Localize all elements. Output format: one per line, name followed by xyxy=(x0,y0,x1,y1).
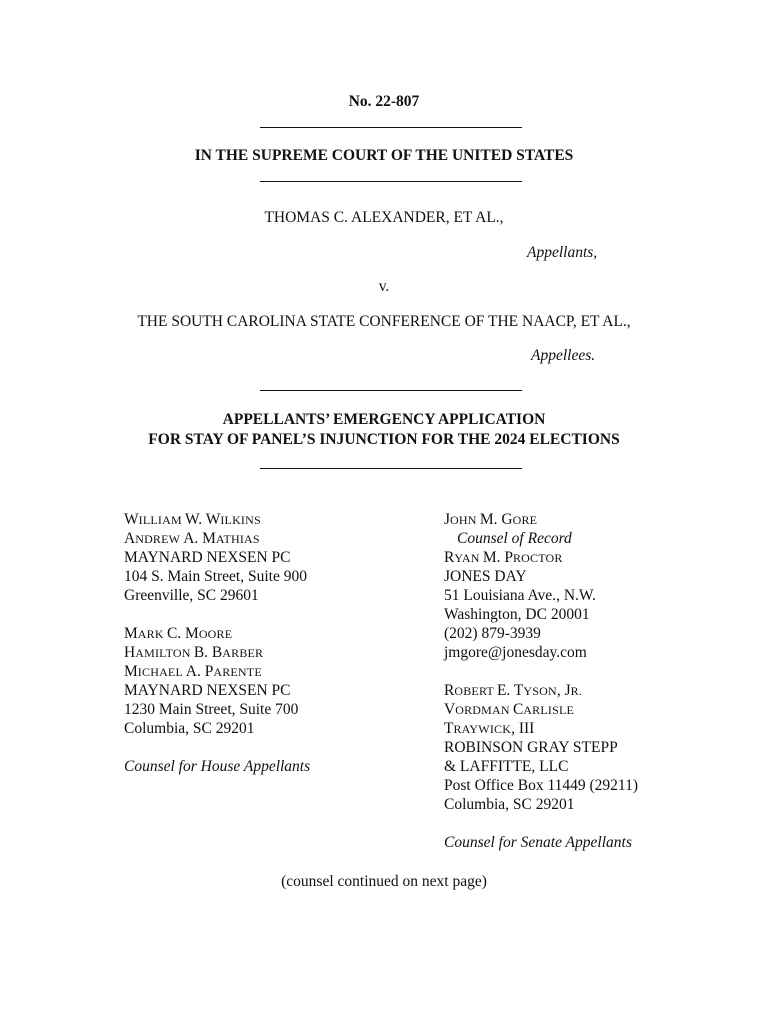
counsel-of-record-label: Counsel of Record xyxy=(457,530,572,547)
divider-rule xyxy=(260,468,522,469)
document-title-line-1: APPELLANTS’ EMERGENCY APPLICATION xyxy=(222,411,546,428)
court-name: IN THE SUPREME COURT OF THE UNITED STATES xyxy=(194,147,574,164)
firm-name: JONES DAY xyxy=(444,568,527,585)
appellee-party: THE SOUTH CAROLINA STATE CONFERENCE OF THE NAACP, ET AL., xyxy=(137,313,631,330)
divider-rule xyxy=(260,390,522,391)
attorney-name: ROBERT E. TYSON, JR. xyxy=(444,682,583,699)
continuation-note: (counsel continued on next page) xyxy=(281,873,487,890)
attorney-name: MICHAEL A. PARENTE xyxy=(124,663,262,680)
attorney-name: HAMILTON B. BARBER xyxy=(124,644,264,661)
divider-rule xyxy=(260,127,522,128)
document-title-line-2: FOR STAY OF PANEL’S INJUNCTION FOR THE 2024 ELECTIONS xyxy=(148,431,620,448)
attorney-name: TRAYWICK, III xyxy=(444,720,535,737)
divider-rule xyxy=(260,181,522,182)
senate-counsel-block xyxy=(444,510,638,852)
attorney-name: WILLIAM W. WILKINS xyxy=(124,511,261,528)
firm-name: MAYNARD NEXSEN PC xyxy=(124,549,291,566)
street-address: Post Office Box 11449 (29211) xyxy=(444,777,639,794)
phone-number: (202) 879-3939 xyxy=(444,625,541,642)
street-address: 104 S. Main Street, Suite 900 xyxy=(124,568,307,585)
attorney-name: RYAN M. PROCTOR xyxy=(444,549,563,566)
counsel-role: Counsel for House Appellants xyxy=(124,758,311,775)
docket-number: No. 22-807 xyxy=(348,93,420,110)
email-address: jmgore@jonesday.com xyxy=(444,644,587,661)
attorney-name: ANDREW A. MATHIAS xyxy=(124,530,260,547)
city-state-zip: Columbia, SC 29201 xyxy=(124,720,255,737)
city-state-zip: Columbia, SC 29201 xyxy=(444,796,575,813)
house-counsel-block xyxy=(124,510,310,776)
firm-name: MAYNARD NEXSEN PC xyxy=(124,682,291,699)
appellant-party: THOMAS C. ALEXANDER, ET AL., xyxy=(264,209,504,226)
attorney-name: MARK C. MOORE xyxy=(124,625,233,642)
city-state-zip: Washington, DC 20001 xyxy=(444,606,590,623)
city-state-zip: Greenville, SC 29601 xyxy=(124,587,259,604)
firm-name-continued: & LAFFITTE, LLC xyxy=(444,758,569,775)
counsel-role: Counsel for Senate Appellants xyxy=(444,834,632,851)
versus: v. xyxy=(378,278,390,295)
street-address: 1230 Main Street, Suite 700 xyxy=(124,701,299,718)
street-address: 51 Louisiana Ave., N.W. xyxy=(444,587,596,604)
appellee-role: Appellees. xyxy=(531,347,596,364)
attorney-name: VORDMAN CARLISLE xyxy=(444,701,575,718)
attorney-name: JOHN M. GORE xyxy=(444,511,538,528)
appellant-role: Appellants, xyxy=(527,244,598,261)
firm-name: ROBINSON GRAY STEPP xyxy=(444,739,618,756)
